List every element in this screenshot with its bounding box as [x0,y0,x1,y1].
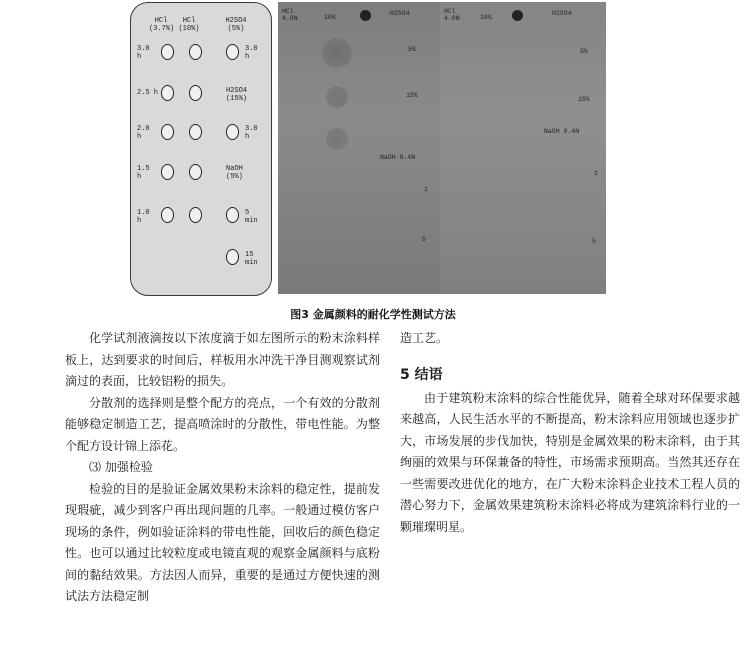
panel-label: 10% [324,14,336,21]
row-time-label: 3.0 h [137,45,150,61]
row-time-label: 2.5 h [137,89,159,97]
panel-label: 10% [480,14,492,21]
panel-label: HCl 4.0N [282,8,298,22]
left-column [65,328,380,608]
panel-label: 5 [592,238,596,245]
test-spot-circle [226,207,239,223]
panel-label: 5% [580,48,588,55]
test-card-diagram [130,2,272,296]
figure-caption: 图3 金属颜料的耐化学性测试方法 [290,308,456,321]
test-spot [512,10,523,21]
test-spot-circle [226,124,239,140]
test-photo-panel [440,2,606,294]
row-right-label: NaOH (5%) [226,165,243,181]
col-header: HCl (3.7%) [149,17,175,33]
test-spot-circle [161,124,174,140]
panel-label: NaOH 0.4N [380,154,416,161]
test-spot-circle [161,207,174,223]
figure-3 [0,0,746,300]
paragraph: 分散剂的选择则是整个配方的亮点，一个有效的分散剂能够稳定制造工艺，提高喷涂时的分散性，带电性能。为整个配方设计锦上添花。 [65,395,380,453]
row-time-label: 1.5 h [137,165,150,181]
panel-label: 1 [424,186,428,193]
row-right-label: 5 min [245,209,258,225]
panel-label: H2SO4 [390,10,410,17]
row-right-label: 3.0 h [245,125,258,141]
panel-label: 5% [408,46,416,53]
test-spot [360,10,371,21]
panel-label: NaOH 0.4N [544,128,580,135]
row-right-label: 3.0 h [245,45,258,61]
test-spot-circle [189,207,202,223]
col-header: H2SO4 (5%) [225,17,247,33]
test-spot-circle [226,44,239,60]
test-spot-circle [226,249,239,265]
panel-label: 1 [594,170,598,177]
test-spot-circle [189,44,202,60]
panel-label: H2SO4 [552,10,572,17]
panel-label: 15% [406,92,418,99]
row-time-label: 2.0 h [137,125,150,141]
panel-label: 15% [578,96,590,103]
bottom-time-label: 15 min [245,251,258,267]
paragraph: 化学试剂液滴按以下浓度滴于如左图所示的粉末涂料样板上，达到要求的时间后，样板用水冲洗干净目测观察试剂滴过的表面，比较铝粉的损失。 [65,331,380,388]
right-column [400,328,740,538]
col-header: HCl (10%) [178,17,200,33]
paragraph: 由于建筑粉末涂料的综合性能优异，随着全球对环保要求越来越高，人民生活水平的不断提高，粉末涂料应用领域也逐步扩大，市场发展的步伐加快，特别是金属效果的粉末涂料，由于其绚丽的效果与环保兼备的特性，市场需求预期高。当然其还存在一些需要改进优化的地方，在广大粉末涂料企业技术工程人员的潜心努力下，金属效果建筑粉末涂料必将成为建筑涂料行业的一颗璀璨明星。 [400,390,740,534]
test-spot [322,38,352,68]
row-right-label: H2SO4 (15%) [226,87,248,103]
paragraph: 检验的目的是验证金属效果粉末涂料的稳定性，提前发现瑕疵，减少到客户再出现问题的几率。一般通过模仿客户现场的条件，例如验证涂料的带电性能，回收后的颜色稳定性。也可以通过比较粒度或电镜直观的观察金属颜料与底粉间的黏结效果。方法因人而异，重要的是通过方便快速的测试法方法稳定制 [65,481,380,603]
test-spot-circle [189,85,202,101]
test-spot [326,86,348,108]
test-spot-circle [189,164,202,180]
test-spot-circle [189,124,202,140]
test-photo-panel [278,2,440,294]
subheading: ⑶ 加强检验 [89,460,153,474]
panel-label: HCl 4.0N [444,8,460,22]
section-heading: 5 结语 [400,366,443,383]
test-spot-circle [161,164,174,180]
test-spot [326,128,348,150]
paragraph-continuation: 造工艺。 [400,331,449,345]
panel-label: 5 [422,236,426,243]
test-spot-circle [161,85,174,101]
test-spot-circle [161,44,174,60]
row-time-label: 1.0 h [137,209,150,225]
